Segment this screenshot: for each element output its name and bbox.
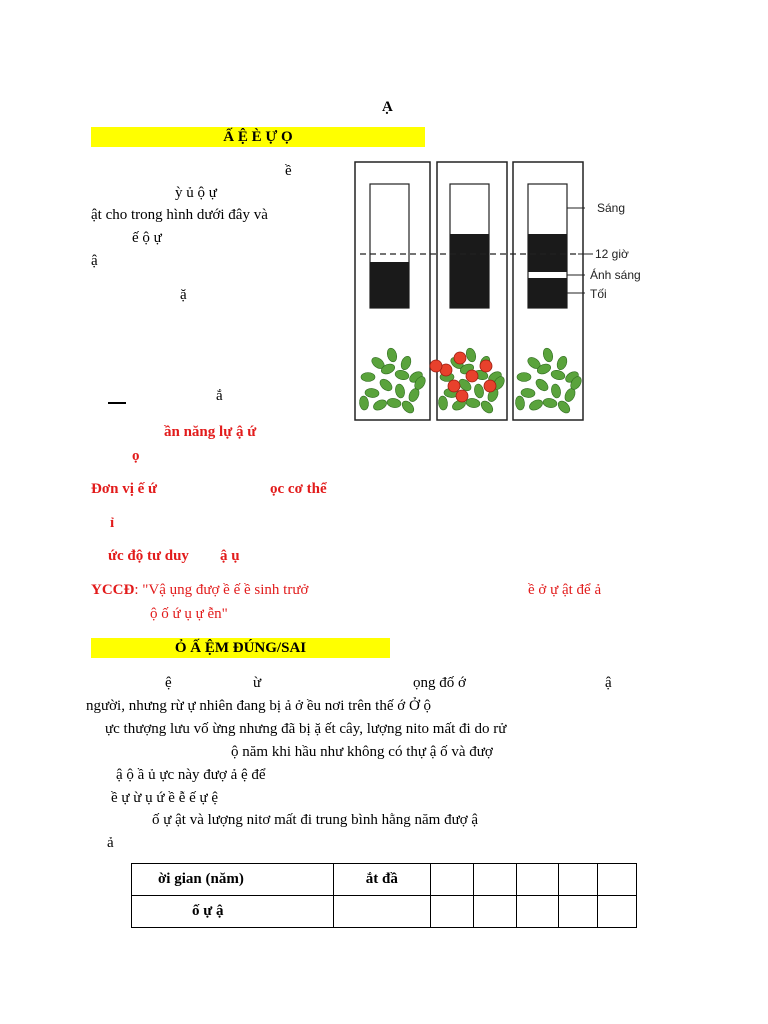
flower xyxy=(466,370,478,382)
intro-line-6: ặ xyxy=(180,287,187,303)
intro-line-2: ỳ ủ ộ ự xyxy=(175,185,217,201)
competency-unit-value: ọc cơ thể xyxy=(270,481,327,497)
section1-title: Ấ Ệ È Ự Ọ xyxy=(91,127,425,147)
yccd-label: YCCĐ xyxy=(91,582,135,598)
competency-capability: ần năng lự ậ ứ xyxy=(164,424,257,440)
yccd-line-1 xyxy=(91,581,308,599)
table-row xyxy=(132,896,637,928)
table-cell-start: ắt đầ xyxy=(333,864,430,896)
table-cell-time-label: ời gian (năm) xyxy=(132,864,334,896)
flower xyxy=(480,360,492,372)
passage-line-1a: ệ xyxy=(165,675,172,691)
dash-mark xyxy=(108,402,126,404)
passage-line-8: ả xyxy=(107,835,114,851)
passage-line-1c: ọng đố ớ xyxy=(413,675,466,691)
passage-line-3: ực thượng lưu vố ừng nhưng đã bị ặ ết cây, lượng nito mất đi do rử xyxy=(105,721,507,737)
passage-line-7: ố ự ật và lượng nitơ mất đi trung bình hằng năm đượ ậ xyxy=(152,812,479,828)
table-cell xyxy=(431,896,474,928)
table-cell xyxy=(333,896,430,928)
competency-level: ỉ xyxy=(110,515,115,531)
flower xyxy=(456,390,468,402)
legend-sang: Sáng xyxy=(597,201,626,215)
legend-anh-sang: Ánh sáng xyxy=(590,268,641,282)
dark-bar-3a xyxy=(528,234,567,272)
competency-capability-cont: ọ xyxy=(132,448,140,464)
section2-title: Ỏ Ấ ỆM ĐÚNG/SAI xyxy=(91,638,390,658)
table-cell xyxy=(517,896,558,928)
intro-line-1: ề xyxy=(285,163,292,179)
intro-line-4: ế ộ ự xyxy=(132,230,162,246)
flower xyxy=(484,380,496,392)
passage-line-5: ậ ộ ầ ủ ực này đượ ả ệ để xyxy=(116,767,266,783)
flower xyxy=(448,380,460,392)
top-heading-mark: Ạ xyxy=(382,99,393,115)
table-cell xyxy=(597,864,636,896)
dark-bar-2 xyxy=(450,234,489,308)
table-row xyxy=(132,864,637,896)
table-cell xyxy=(558,864,597,896)
competency-thinking-value: ậ ụ xyxy=(220,548,240,564)
photoperiod-figure xyxy=(350,160,650,427)
flower xyxy=(454,352,466,364)
competency-thinking: ức độ tư duy xyxy=(108,548,189,564)
yccd-line-2: ộ ố ứ ụ ự ễn" xyxy=(150,606,228,622)
intro-line-3: ật cho trong hình dưới đây và xyxy=(91,207,268,223)
table-cell xyxy=(558,896,597,928)
table-cell xyxy=(474,864,517,896)
competency-unit: Đơn vị ế ứ xyxy=(91,481,158,497)
table-cell xyxy=(474,896,517,928)
dark-bar-1 xyxy=(370,262,409,308)
dark-bar-3b xyxy=(528,278,567,308)
leaf xyxy=(517,373,531,382)
table-cell xyxy=(431,864,474,896)
table-cell xyxy=(597,896,636,928)
intro-line-5: ậ xyxy=(91,253,98,269)
legend-12h: 12 giờ xyxy=(595,247,629,261)
yccd-text: : "Vậ ụng đượ ề ế ề sinh trưở xyxy=(134,582,309,598)
photoperiod-diagram xyxy=(350,160,650,422)
legend-toi: Tối xyxy=(590,287,607,301)
intro-line-7: ắ xyxy=(216,388,223,404)
passage-line-2: người, nhưng rừ ự nhiên đang bị ả ở ều nơi trên thế ớ Ở ộ xyxy=(86,698,432,714)
leaf xyxy=(361,373,375,382)
flower xyxy=(430,360,442,372)
yccd-line-1-tail: ề ở ự ật để ả xyxy=(528,582,602,598)
table-cell xyxy=(517,864,558,896)
passage-line-1d: ậ xyxy=(605,675,612,691)
data-table xyxy=(131,863,637,928)
passage-line-1b: ừ xyxy=(253,675,262,691)
passage-line-6: ề ự ừ ụ ứ ề ễ ế ự ệ xyxy=(111,790,219,806)
table-cell-plant-label: ố ự ậ xyxy=(132,896,334,928)
passage-line-4: ộ năm khi hầu như không có thự ậ ố và đượ xyxy=(231,744,493,760)
